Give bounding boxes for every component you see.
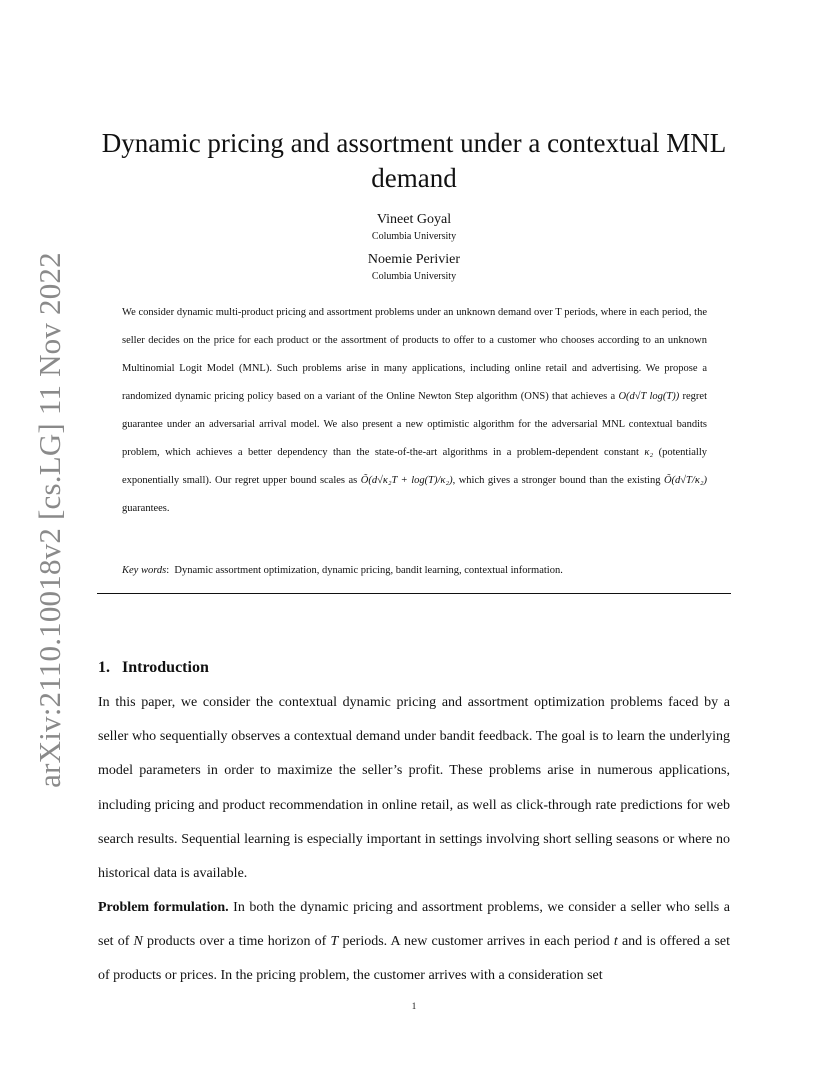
- paper-title: Dynamic pricing and assortment under a contextual MNL demand: [101, 128, 727, 193]
- problem-paragraph: [98, 891, 730, 994]
- page-number: 1: [411, 1001, 417, 1011]
- section-number: 1.: [98, 659, 110, 676]
- paragraph-text-segment: and is offered a set of products or prices. In the pricing problem, the customer arrives with a consideration set: [98, 934, 731, 984]
- abstract-text-segment: (potentially exponentially small). Our regret upper bound scales as: [122, 447, 708, 486]
- abstract-divider: [97, 593, 731, 594]
- intro-paragraph-container: [98, 686, 730, 891]
- paragraph-text-segment: products over a time horizon of: [142, 934, 331, 950]
- problem-paragraph-container: [98, 891, 730, 994]
- math-expression: O(d√T log(T)): [618, 391, 680, 402]
- abstract-text: [122, 299, 707, 523]
- intro-paragraph: In this paper, we consider the contextual dynamic pricing and assortment optimization problems faced by a seller who sequentially observes a contextual demand under bandit feedback. The goal is to learn the underlying model parameters in order to maximize the seller’s profit. These problems arise in numerous applications, including pricing and product recommendation in online retail, as well as click-through rate predictions for web search results. Sequential learning is especially important in settings involving short selling seasons or where no historical data is available.: [98, 695, 730, 882]
- author-name: Noemie Perivier: [367, 252, 461, 267]
- keywords: Key words: Dynamic assortment optimization, dynamic pricing, bandit learning, contextual information.: [122, 565, 563, 576]
- math-variable: T: [330, 934, 339, 950]
- paragraph-lead: Problem formulation.: [98, 900, 229, 915]
- section-heading: [98, 656, 209, 680]
- author-name: Vineet Goyal: [376, 212, 452, 227]
- math-variable: N: [133, 934, 143, 950]
- abstract-text-segment: , which gives a stronger bound than the existing: [452, 475, 664, 486]
- author-affiliation: Columbia University: [371, 231, 457, 242]
- math-expression: Õ(d√T/κ₂): [663, 475, 708, 486]
- paragraph-text-segment: periods. A new customer arrives in each period: [338, 934, 614, 950]
- section-title: Introduction: [122, 659, 209, 676]
- author-affiliation: Columbia University: [371, 271, 457, 282]
- abstract-text-segment: We consider dynamic multi-product pricing and assortment problems under an unknown demand over T periods, where in each period, the seller decides on the price for each product or the assortment of products to offer to a customer who chooses according to an unknown Multinomial Logit Model (MNL). Such problems arise in many applications, including online retail and advertising. We propose a randomized dynamic pricing policy based on a variant of the Online Newton Step algorithm (ONS) that achieves a: [122, 307, 707, 402]
- math-variable: t: [613, 934, 618, 950]
- abstract-text-segment: regret guarantee under an adversarial arrival model. We also present a new optimistic algorithm for the adversarial MNL contextual bandits problem, which achieves a better dependency than the state-of-the-art algorithms in a problem-dependent constant: [122, 391, 707, 458]
- paragraph-text-segment: In both the dynamic pricing and assortment problems, we consider a seller who sells a set of: [98, 900, 730, 950]
- abstract-text-segment: guarantees.: [122, 503, 170, 514]
- keywords-text: Dynamic assortment optimization, dynamic pricing, bandit learning, contextual information.: [174, 565, 563, 576]
- math-expression: κ₂: [644, 447, 654, 458]
- arxiv-identifier: arXiv:2110.10018v2 [cs.LG] 11 Nov 2022: [32, 252, 67, 788]
- math-expression: Õ(d√κ₂T + log(T)/κ₂): [360, 475, 453, 486]
- keywords-label: Key words: [122, 565, 167, 576]
- abstract: [122, 299, 707, 523]
